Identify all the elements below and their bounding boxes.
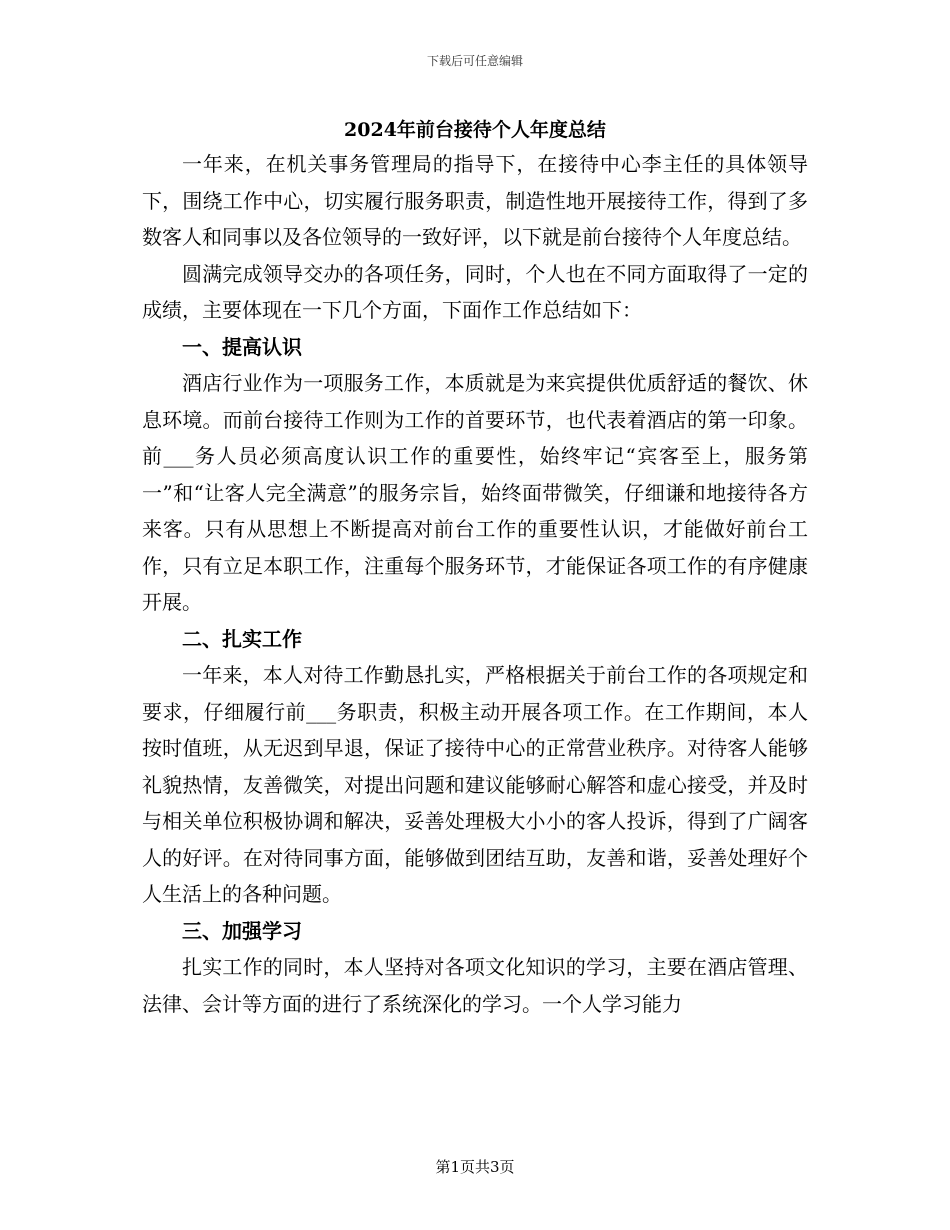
header-note: 下载后可任意编辑 <box>426 54 523 68</box>
section-heading-3: 三、加强学习 <box>182 918 302 943</box>
section-body-2: 一年来，本人对待工作勤恳扎实，严格根据关于前台工作的各项规定和要求，仔细履行前___务职责，积极主动开展各项工作。在工作期间，本人按时值班，从无迟到早退，保证了接待中心的正常营业秩序。对待客人能够礼貌热情，友善微笑，对提出问题和建议能够耐心解答和虚心接受，并及时与相关单位积极协调和解决，妥善处理极大小小的客人投诉，得到了广阔客人的好评。在对待同事方面，能够做到团结互助，友善和谐，妥善处理好个人生活上的各种问题。 <box>142 663 808 906</box>
section-body-3: 扎实工作的同时，本人坚持对各项文化知识的学习，主要在酒店管理、法律、会计等方面的进行了系统深化的学习。一个人学习能力 <box>142 955 808 1016</box>
page-footer: 第1页共3页 <box>435 1158 515 1176</box>
intro-paragraph-1: 一年来，在机关事务管理局的指导下，在接待中心李主任的具体领导下，围绕工作中心，切实履行服务职责，制造性地开展接待工作，得到了多数客人和同事以及各位领导的一致好评，以下就是前台接待个人年度总结。 <box>142 152 808 249</box>
document-title: 2024年前台接待个人年度总结 <box>344 119 606 141</box>
section-heading-2: 二、扎实工作 <box>182 626 302 651</box>
intro-paragraph-2: 圆满完成领导交办的各项任务，同时，个人也在不同方面取得了一定的成绩，主要体现在一下几个方面，下面作工作总结如下： <box>142 261 808 322</box>
section-heading-1: 一、提高认识 <box>182 334 302 359</box>
section-body-1: 酒店行业作为一项服务工作，本质就是为来宾提供优质舒适的餐饮、休息环境。而前台接待工作则为工作的首要环节，也代表着酒店的第一印象。前___务人员必须高度认识工作的重要性，始终牢记“宾客至上，服务第一”和“让客人完全满意”的服务宗旨，始终面带微笑，仔细谦和地接待各方来客。只有从思想上不断提高对前台工作的重要性认识，才能做好前台工作，只有立足本职工作，注重每个服务环节，才能保证各项工作的有序健康开展。 <box>142 371 808 614</box>
document-body <box>142 146 808 1022</box>
